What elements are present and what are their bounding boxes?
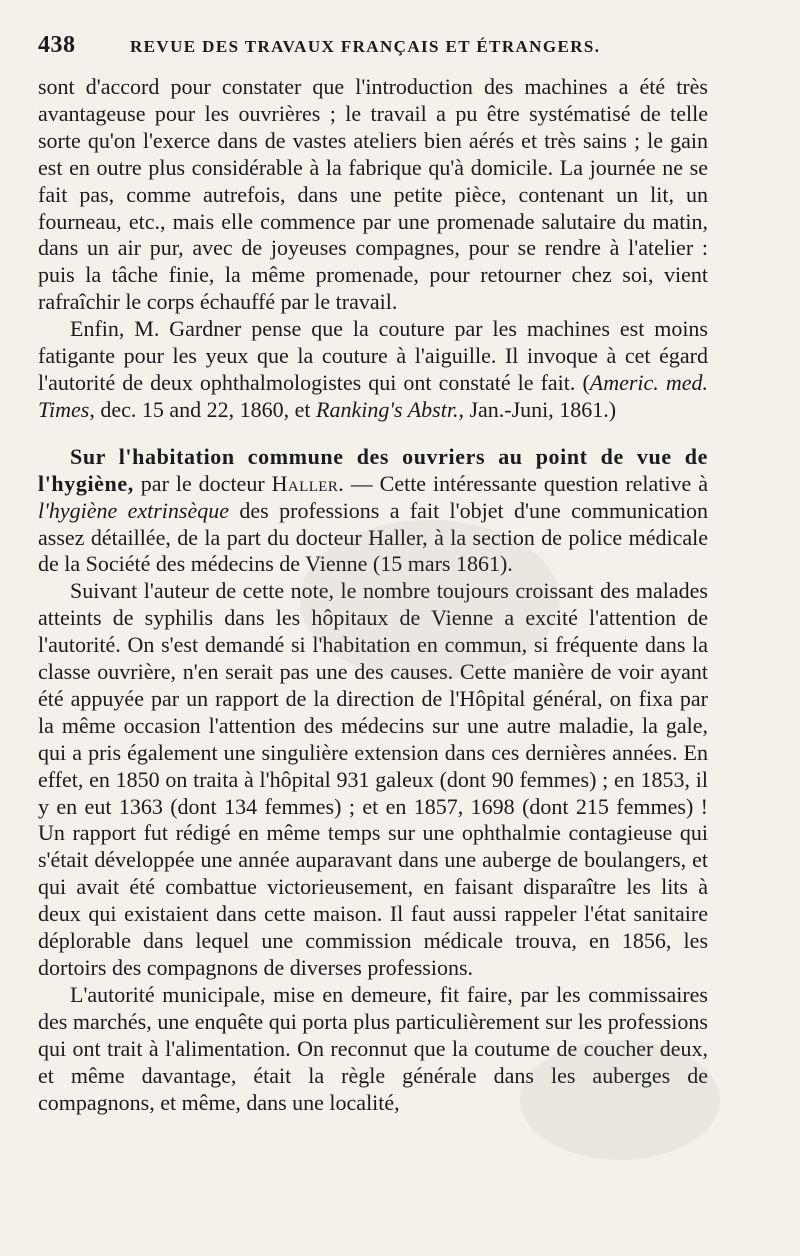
citation-americ-med-times: Americ. med. Times [38, 369, 708, 422]
section-heading: Sur l'habitation commune des ouvriers au point de vue de l'hygiène, [38, 443, 708, 496]
paragraph-3 [38, 444, 708, 579]
paragraph-2-text: Enfin, M. Gardner pense que la couture par les machines est moins fatigante pour les yeux que la couture à l'aiguille. Il invoque à cet égard l'autorité de deux ophthalmologistes qui ont constaté le fait. ( [38, 316, 708, 395]
paragraph-4: Suivant l'auteur de cette note, le nombre toujours croissant des malades atteints de syphilis dans les hôpitaux de Vienne a excité l'attention de l'autorité. On s'est demandé si l'habitation en commun, si fréquente dans la classe ouvrière, n'en serait pas une des causes. Cette manière de voir ayant été appuyée par un rapport de la direction de l'Hôpital général, on fixa par la même occasion l'attention des médecins sur une autre maladie, la gale, qui a pris également une singulière extension dans ces dernières années. En effet, en 1850 on traita à l'hôpital 931 galeux (dont 90 femmes) ; en 1853, il y en eut 1363 (dont 134 femmes) ; et en 1857, 1698 (dont 215 femmes) ! Un rapport fut rédigé en même temps sur une ophthalmie contagieuse qui s'était développée une année auparavant dans une auberge de boulangers, et qui avait été combattue victorieusement, en faisant disparaître les lits à deux qui existaient dans cette maison. Il faut aussi rappeler l'état sanitaire déplorable dans lequel une commission médicale trouva, en 1856, les dortoirs des compagnons de diverses professions. [38, 578, 708, 980]
body-text [38, 74, 708, 1116]
author-name: Haller [271, 470, 339, 496]
citation-rankings-abstr: Ranking's Abstr. [316, 396, 459, 422]
byline-text: par le docteur [133, 470, 272, 496]
paragraph-2 [38, 316, 708, 424]
running-title: REVUE DES TRAVAUX FRANÇAIS ET ÉTRANGERS. [130, 37, 601, 56]
page-number: 438 [38, 32, 76, 58]
citation-dates: , dec. 15 and 22, 1860, et [89, 396, 317, 422]
paragraph-3-text: . — Cette intéressante question relative à [338, 470, 709, 496]
paragraph-5: L'autorité municipale, mise en demeure, fit faire, par les commissaires des marchés, une enquête qui porta plus particulièrement sur les professions qui ont trait à l'alimentation. On reconnut que la coutume de coucher deux, et même davantage, était la règle générale dans les auberges de compagnons, et même, dans une localité, [38, 981, 708, 1115]
section-gap [38, 424, 708, 444]
paragraph-3-rest: des professions a fait l'objet d'une communication assez détaillée, de la part du docteur Haller, à la section de police médicale de la Société des médecins de Vienne (15 mars 1861). [38, 497, 708, 577]
paragraph-1: sont d'accord pour constater que l'introduction des machines a été très avantageuse pour les ouvrières ; le travail a pu être systématisé de telle sorte qu'on l'exerce dans de vastes ateliers bien aérés et très sains ; le gain est en outre plus considérable à la fabrique qu'à domicile. La journée ne se fait pas, comme autrefois, dans une petite pièce, contenant un lit, un fourneau, etc., mais elle commence par une promenade salutaire du matin, dans un air pur, avec de joyeuses compagnes, pour se rendre à l'atelier : puis la tâche finie, la même promenade, pour retourner chez soi, vient rafraîchir le corps échauffé par le travail. [38, 74, 708, 315]
running-header [38, 32, 708, 64]
italic-term: l'hygiène extrinsèque [38, 497, 230, 523]
citation-end: , Jan.-Juni, 1861.) [458, 396, 617, 422]
